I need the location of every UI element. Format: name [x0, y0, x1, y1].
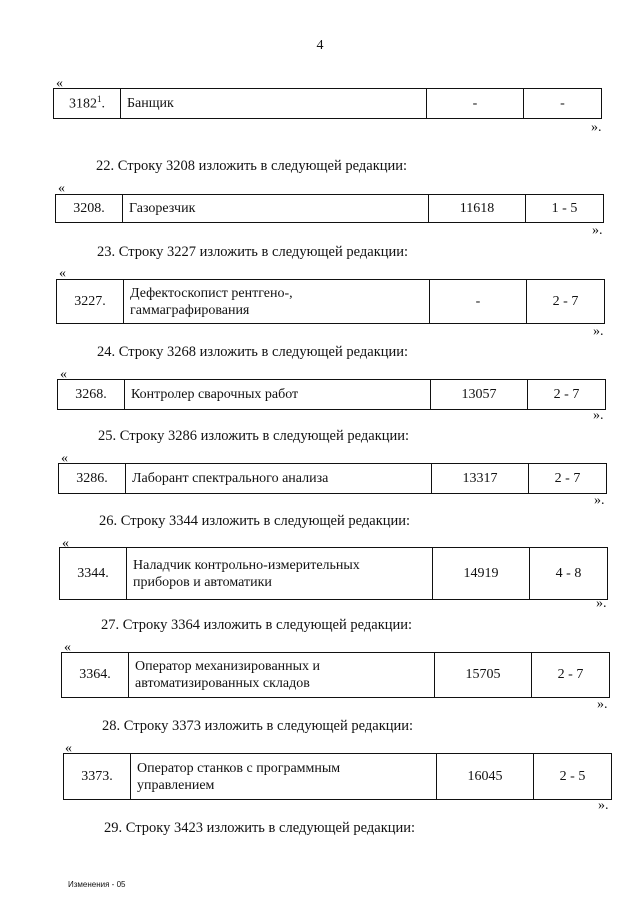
- row-name: Контролер сварочных работ: [125, 380, 431, 410]
- row-code: 3227.: [57, 280, 124, 324]
- closing-quote: ».: [593, 408, 604, 423]
- row-number: 14919: [433, 548, 530, 600]
- row-name: Оператор станков с программным управлением: [131, 754, 437, 800]
- closing-quote: ».: [594, 493, 605, 508]
- row-category: 2 - 7: [528, 380, 606, 410]
- footer-label: Изменения - 05: [68, 880, 126, 889]
- closing-quote: ».: [596, 596, 607, 611]
- row-code: 3268.: [58, 380, 125, 410]
- row-number: 16045: [437, 754, 534, 800]
- amendment-row-table: [59, 547, 608, 600]
- amendment-row-table: [53, 88, 602, 119]
- row-code: 3286.: [59, 464, 126, 494]
- row-code: 3373.: [64, 754, 131, 800]
- amendment-row-table: [58, 463, 607, 494]
- row-number: -: [430, 280, 527, 324]
- row-category: 1 - 5: [526, 195, 604, 223]
- row-category: 2 - 7: [529, 464, 607, 494]
- instruction-text: 23. Строку 3227 изложить в следующей редакции:: [97, 244, 409, 260]
- row-number: 15705: [435, 653, 532, 698]
- row-name: Наладчик контрольно-измерительных приборов и автоматики: [127, 548, 433, 600]
- amendment-row-table: [63, 753, 612, 800]
- opening-quote: «: [60, 367, 67, 382]
- amendment-row-table: [57, 379, 606, 410]
- instruction-text: 29. Строку 3423 изложить в следующей редакции:: [104, 820, 416, 836]
- amendment-row-table: [55, 194, 604, 223]
- row-name: Газорезчик: [123, 195, 429, 223]
- closing-quote: ».: [592, 223, 603, 238]
- row-code: 3182$^1$.: [54, 89, 121, 119]
- row-category: 2 - 7: [532, 653, 610, 698]
- row-number: 11618: [429, 195, 526, 223]
- page-number: 4: [316, 38, 324, 53]
- row-name: Лаборант спектрального анализа: [126, 464, 432, 494]
- amendment-row-table: [61, 652, 610, 698]
- row-code: 3344.: [60, 548, 127, 600]
- opening-quote: «: [65, 741, 72, 756]
- row-number: 13317: [432, 464, 529, 494]
- opening-quote: «: [62, 536, 69, 551]
- instruction-text: 24. Строку 3268 изложить в следующей редакции:: [97, 344, 409, 360]
- instruction-text: 22. Строку 3208 изложить в следующей редакции:: [96, 158, 408, 174]
- closing-quote: ».: [597, 697, 608, 712]
- opening-quote: «: [64, 640, 71, 655]
- opening-quote: «: [58, 181, 65, 196]
- row-category: -: [524, 89, 602, 119]
- row-name: Оператор механизированных и автоматизированных складов: [129, 653, 435, 698]
- instruction-text: 28. Строку 3373 изложить в следующей редакции:: [102, 718, 414, 734]
- instruction-text: 26. Строку 3344 изложить в следующей редакции:: [99, 513, 411, 529]
- closing-quote: ».: [591, 120, 602, 135]
- row-name: Банщик: [121, 89, 427, 119]
- opening-quote: «: [56, 76, 63, 91]
- amendment-row-table: [56, 279, 605, 324]
- row-category: 2 - 5: [534, 754, 612, 800]
- closing-quote: ».: [593, 324, 604, 339]
- row-category: 2 - 7: [527, 280, 605, 324]
- row-category: 4 - 8: [530, 548, 608, 600]
- closing-quote: ».: [598, 798, 609, 813]
- row-number: -: [427, 89, 524, 119]
- row-code: 3208.: [56, 195, 123, 223]
- instruction-text: 27. Строку 3364 изложить в следующей редакции:: [101, 617, 413, 633]
- row-name: Дефектоскопист рентгено-, гаммаграфирования: [124, 280, 430, 324]
- row-number: 13057: [431, 380, 528, 410]
- instruction-text: 25. Строку 3286 изложить в следующей редакции:: [98, 428, 410, 444]
- opening-quote: «: [59, 266, 66, 281]
- opening-quote: «: [61, 451, 68, 466]
- row-code: 3364.: [62, 653, 129, 698]
